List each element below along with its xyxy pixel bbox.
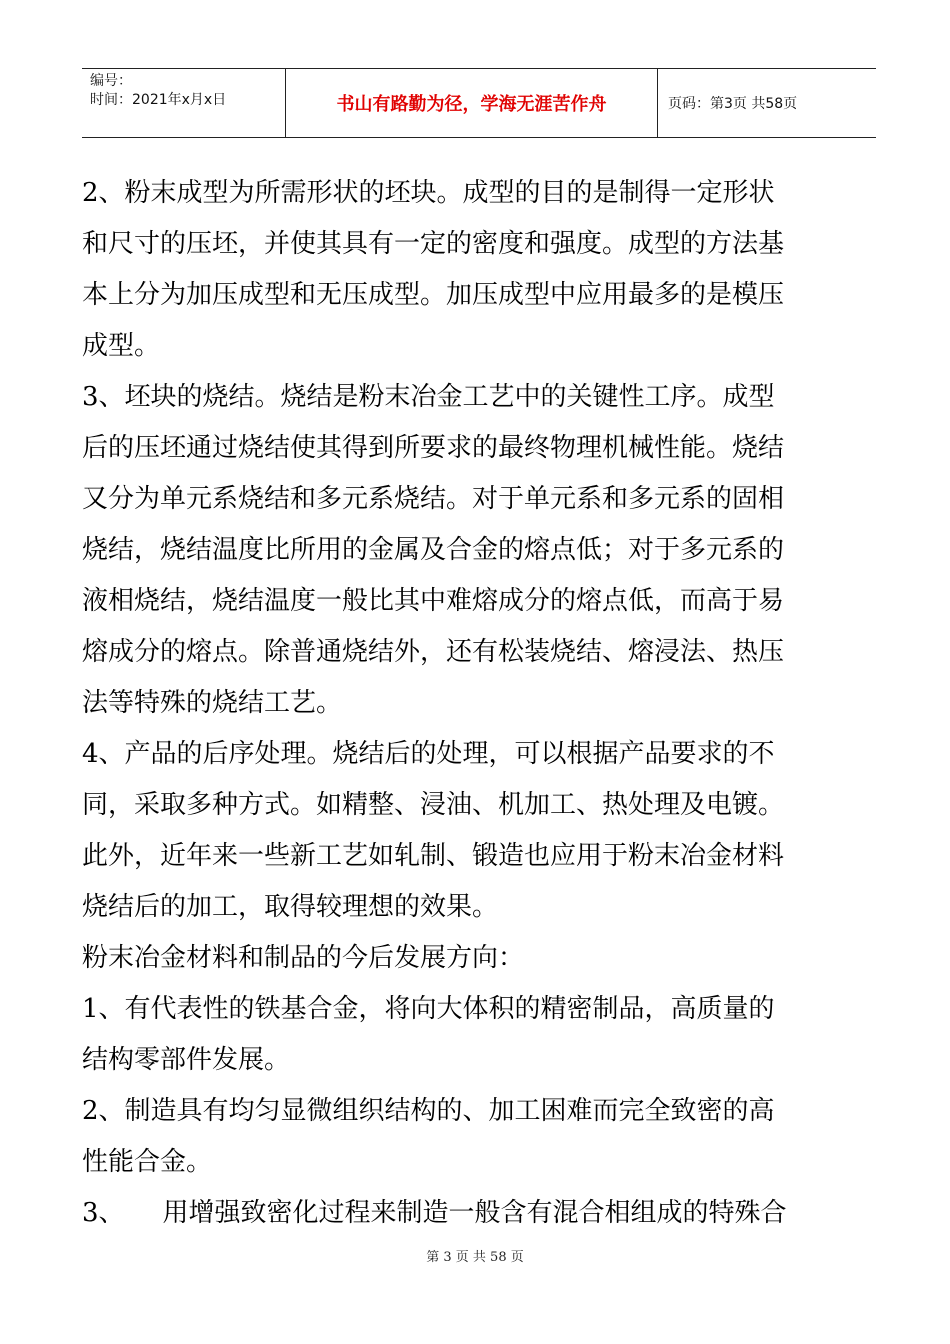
- body-line: 液相烧结，烧结温度一般比其中难熔成分的熔点低，而高于易: [82, 586, 785, 616]
- body-line: 2、粉末成型为所需形状的坯块。成型的目的是制得一定形状: [82, 178, 775, 208]
- body-line: 粉末冶金材料和制品的今后发展方向：: [82, 943, 525, 973]
- item-number: 3、: [82, 1198, 125, 1228]
- body-line: 又分为单元系烧结和多元系烧结。对于单元系和多元系的固相: [82, 484, 785, 514]
- body-line: 成型。: [82, 331, 161, 361]
- body-line: 3、坯块的烧结。烧结是粉末冶金工艺中的关键性工序。成型: [82, 382, 775, 412]
- body-line: 此外，近年来一些新工艺如轧制、锻造也应用于粉末冶金材料: [82, 841, 785, 871]
- page-footer: 第 3 页 共 58 页: [426, 1250, 524, 1265]
- body-line: 本上分为加压成型和无压成型。加压成型中应用最多的是模压: [82, 280, 785, 310]
- body-line: 烧结，烧结温度比所用的金属及合金的熔点低；对于多元系的: [82, 535, 785, 565]
- document-body: [82, 168, 882, 1239]
- page-header: [82, 68, 876, 138]
- header-motto: 书山有路勤为径，学海无涯苦作舟: [286, 69, 658, 137]
- body-line: 后的压坯通过烧结使其得到所要求的最终物理机械性能。烧结: [82, 433, 785, 463]
- time-label: 时间：2021年x月x日: [90, 92, 227, 108]
- body-line: 结构零部件发展。: [82, 1045, 291, 1075]
- body-line: 和尺寸的压坯，并使其具有一定的密度和强度。成型的方法基: [82, 229, 785, 259]
- body-line: 4、产品的后序处理。烧结后的处理，可以根据产品要求的不: [82, 739, 775, 769]
- body-line: 性能合金。: [82, 1147, 213, 1177]
- body-line: 同，采取多种方式。如精整、浸油、机加工、热处理及电镀。: [82, 790, 785, 820]
- item-text: 用增强致密化过程来制造一般含有混合相组成的特殊合: [162, 1198, 787, 1228]
- header-page-info: 页码：第3页 共58页: [668, 96, 798, 112]
- header-meta: [82, 69, 286, 137]
- body-line-last: [82, 1188, 882, 1239]
- body-line: 2、制造具有均匀显微组织结构的、加工困难而完全致密的高: [82, 1096, 775, 1126]
- body-line: 烧结后的加工，取得较理想的效果。: [82, 892, 499, 922]
- body-line: 法等特殊的烧结工艺。: [82, 688, 343, 718]
- body-line: 1、有代表性的铁基合金，将向大体积的精密制品，高质量的: [82, 994, 775, 1024]
- body-line: 熔成分的熔点。除普通烧结外，还有松装烧结、熔浸法、热压: [82, 637, 785, 667]
- number-label: 编号：: [90, 73, 132, 89]
